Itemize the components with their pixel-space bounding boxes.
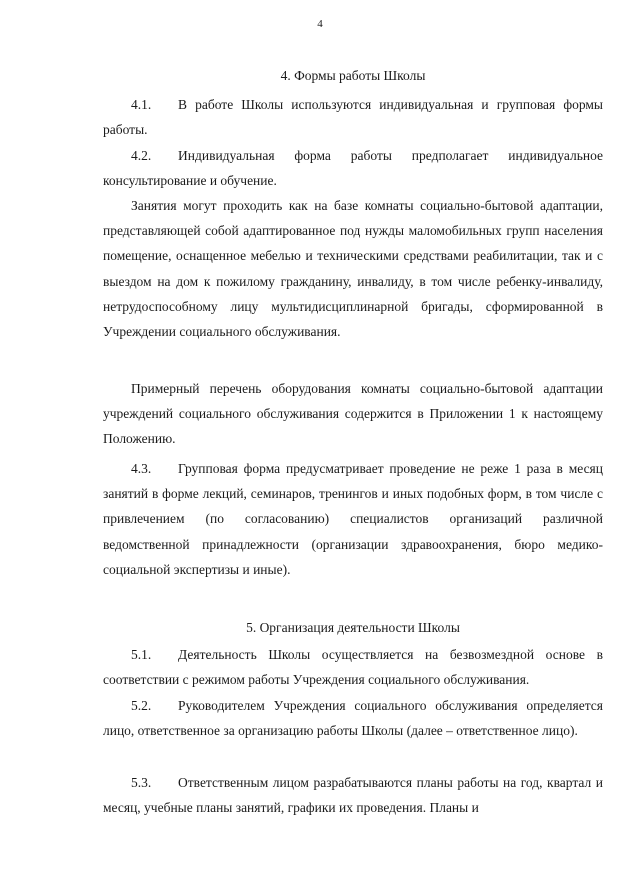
paragraph-4-3 (103, 456, 603, 582)
section-4-heading: 4. Формы работы Школы (280, 68, 426, 83)
paragraph-text: Занятия могут проходить как на базе комнаты социально-бытовой адаптации, представляющей собой адаптированное под нужды маломобильных групп населения помещение, оснащенное мебелью и техническими средствами реабилитации, так и с выездом на дом к пожилому гражданину, инвалиду, в том числе ребенку-инвалиду, нетрудоспособному лицу мультидисциплинарной бригады, сформированной в Учреждении социального обслуживания. (103, 198, 603, 340)
paragraph-text: Индивидуальная форма работы предполагает индивидуальное консультирование и обучение. (103, 148, 603, 189)
paragraph-number: 5.3. (131, 775, 152, 790)
paragraph-5-1 (103, 642, 603, 692)
paragraph-equipment-list (103, 376, 603, 452)
paragraph-text: Групповая форма предусматривает проведение не реже 1 раза в месяц занятий в форме лекций, семинаров, тренингов и иных подобных форм, в том числе с привлечением (по согласованию) специалистов организаций различной ведомственной принадлежности (организации здравоохранения, бюро медико-социальной экспертизы и иные). (103, 461, 603, 577)
section-5-heading: 5. Организация деятельности Школы (246, 620, 460, 635)
paragraph-text: Ответственным лицом разрабатываются планы работы на год, квартал и месяц, учебные планы занятий, графики их проведения. Планы и (103, 775, 603, 816)
paragraph-number: 5.1. (131, 647, 152, 662)
page-number: 4 (317, 18, 323, 30)
paragraph-classes-location (103, 193, 603, 344)
paragraph-number: 4.3. (131, 461, 152, 476)
paragraph-4-2 (103, 143, 603, 193)
paragraph-5-3 (103, 770, 603, 820)
paragraph-number: 4.2. (131, 148, 152, 163)
paragraph-number: 5.2. (131, 698, 152, 713)
paragraph-text: Руководителем Учреждения социального обслуживания определяется лицо, ответственное за организацию работы Школы (далее – ответственное лицо). (103, 698, 603, 739)
paragraph-4-1 (103, 92, 603, 142)
paragraph-number: 4.1. (131, 97, 152, 112)
paragraph-text: Примерный перечень оборудования комнаты социально-бытовой адаптации учреждений социального обслуживания содержится в Приложении 1 к настоящему Положению. (103, 381, 603, 447)
paragraph-text: В работе Школы используются индивидуальная и групповая формы работы. (103, 97, 603, 138)
paragraph-text: Деятельность Школы осуществляется на безвозмездной основе в соответствии с режимом работы Учреждения социального обслуживания. (103, 647, 603, 688)
paragraph-5-2 (103, 693, 603, 743)
